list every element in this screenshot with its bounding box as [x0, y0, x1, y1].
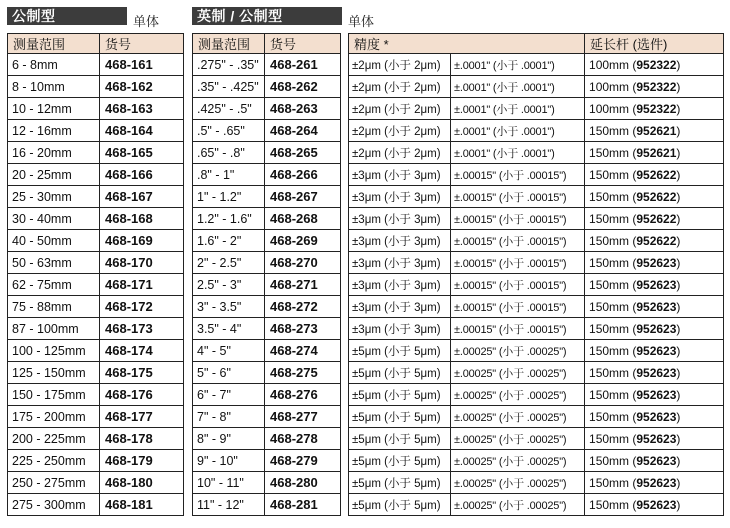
table-row	[8, 384, 184, 406]
rod-close-paren: )	[676, 343, 681, 358]
accuracy-inch-cell: ±.00015" (小于 .00015")	[451, 252, 585, 274]
rod-length: 150mm (	[589, 453, 637, 468]
table-row	[349, 494, 724, 516]
rod-length: 100mm (	[589, 101, 637, 116]
table-row	[193, 98, 341, 120]
rod-part-number: 952322	[636, 79, 677, 94]
extension-rod-cell	[585, 142, 724, 164]
rod-length: 150mm (	[589, 145, 637, 160]
table-row	[349, 406, 724, 428]
table-row	[8, 54, 184, 76]
table-row	[349, 252, 724, 274]
range-cell: 3.5" - 4"	[193, 318, 265, 340]
range-cell: 50 - 63mm	[8, 252, 100, 274]
inch-unit-label: 单体	[348, 13, 375, 29]
extension-rod-cell	[585, 208, 724, 230]
rod-length: 150mm (	[589, 255, 637, 270]
extension-rod-cell	[585, 472, 724, 494]
part-number-cell: 468-272	[265, 296, 341, 318]
accuracy-metric-cell: ±3μm (小于 3μm)	[349, 252, 451, 274]
rod-part-number: 952621	[636, 145, 677, 160]
part-number-cell: 468-177	[100, 406, 184, 428]
table-row	[349, 274, 724, 296]
rod-length: 150mm (	[589, 387, 637, 402]
part-number-cell: 468-270	[265, 252, 341, 274]
range-cell: .275" - .35"	[193, 54, 265, 76]
table-row	[193, 494, 341, 516]
range-cell: 125 - 150mm	[8, 362, 100, 384]
rod-length: 150mm (	[589, 123, 637, 138]
rod-close-paren: )	[676, 57, 681, 72]
range-cell: 250 - 275mm	[8, 472, 100, 494]
table-row	[349, 54, 724, 76]
accuracy-metric-cell: ±5μm (小于 5μm)	[349, 472, 451, 494]
part-number-cell: 468-178	[100, 428, 184, 450]
rod-length: 150mm (	[589, 475, 637, 490]
range-cell: .65" - .8"	[193, 142, 265, 164]
extension-rod-cell	[585, 318, 724, 340]
rod-part-number: 952623	[636, 321, 677, 336]
accuracy-inch-cell: ±.0001" (小于 .0001")	[451, 120, 585, 142]
extension-rod-cell	[585, 362, 724, 384]
table-row	[193, 164, 341, 186]
part-number-cell: 468-265	[265, 142, 341, 164]
part-number-cell: 468-166	[100, 164, 184, 186]
accuracy-inch-cell: ±.00015" (小于 .00015")	[451, 318, 585, 340]
part-number-cell: 468-278	[265, 428, 341, 450]
metric-title: 公制型	[7, 7, 127, 25]
range-cell: 62 - 75mm	[8, 274, 100, 296]
table-row	[8, 318, 184, 340]
metric-unit-label: 单体	[133, 13, 160, 29]
rod-part-number: 952322	[636, 101, 677, 116]
table-row	[349, 362, 724, 384]
accuracy-metric-cell: ±5μm (小于 5μm)	[349, 406, 451, 428]
rod-part-number: 952623	[636, 343, 677, 358]
part-number-cell: 468-163	[100, 98, 184, 120]
rod-part-number: 952623	[636, 497, 677, 512]
range-cell: 9" - 10"	[193, 450, 265, 472]
range-cell: 7" - 8"	[193, 406, 265, 428]
range-cell: 10" - 11"	[193, 472, 265, 494]
part-number-cell: 468-269	[265, 230, 341, 252]
accuracy-inch-cell: ±.00025" (小于 .00025")	[451, 384, 585, 406]
range-cell: 100 - 125mm	[8, 340, 100, 362]
extension-rod-cell	[585, 120, 724, 142]
range-cell: 16 - 20mm	[8, 142, 100, 164]
part-number-cell: 468-173	[100, 318, 184, 340]
table-row	[349, 340, 724, 362]
part-number-cell: 468-263	[265, 98, 341, 120]
inch-title: 英制 / 公制型	[192, 7, 342, 25]
rod-part-number: 952622	[636, 211, 677, 226]
accuracy-inch-cell: ±.00015" (小于 .00015")	[451, 296, 585, 318]
accuracy-metric-cell: ±5μm (小于 5μm)	[349, 494, 451, 516]
range-cell: 40 - 50mm	[8, 230, 100, 252]
part-number-cell: 468-274	[265, 340, 341, 362]
extension-rod-cell	[585, 252, 724, 274]
part-number-cell: 468-276	[265, 384, 341, 406]
accuracy-metric-cell: ±5μm (小于 5μm)	[349, 384, 451, 406]
part-number-cell: 468-165	[100, 142, 184, 164]
part-number-cell: 468-179	[100, 450, 184, 472]
rod-part-number: 952622	[636, 189, 677, 204]
rod-close-paren: )	[676, 299, 681, 314]
part-number-cell: 468-176	[100, 384, 184, 406]
rod-length: 150mm (	[589, 189, 637, 204]
part-number-cell: 468-279	[265, 450, 341, 472]
table-row	[8, 362, 184, 384]
range-cell: 11" - 12"	[193, 494, 265, 516]
part-number-cell: 468-162	[100, 76, 184, 98]
extension-rod-cell	[585, 428, 724, 450]
extension-rod-cell	[585, 384, 724, 406]
accuracy-metric-cell: ±3μm (小于 3μm)	[349, 296, 451, 318]
part-number-cell: 468-266	[265, 164, 341, 186]
code-header: 货号	[265, 34, 341, 54]
extension-rod-cell	[585, 54, 724, 76]
range-cell: 20 - 25mm	[8, 164, 100, 186]
table-row	[193, 450, 341, 472]
rod-length: 150mm (	[589, 167, 637, 182]
rod-part-number: 952623	[636, 255, 677, 270]
extension-rod-cell	[585, 494, 724, 516]
part-number-cell: 468-275	[265, 362, 341, 384]
range-cell: 1.2" - 1.6"	[193, 208, 265, 230]
table-row	[349, 208, 724, 230]
table-row	[349, 230, 724, 252]
range-cell: 225 - 250mm	[8, 450, 100, 472]
table-row	[8, 340, 184, 362]
accuracy-inch-cell: ±.00025" (小于 .00025")	[451, 494, 585, 516]
extension-rod-cell	[585, 230, 724, 252]
table-row	[8, 252, 184, 274]
accuracy-metric-cell: ±2μm (小于 2μm)	[349, 120, 451, 142]
rod-close-paren: )	[676, 453, 681, 468]
table-row	[349, 450, 724, 472]
rod-part-number: 952623	[636, 277, 677, 292]
part-number-cell: 468-261	[265, 54, 341, 76]
part-number-cell: 468-267	[265, 186, 341, 208]
range-cell: 275 - 300mm	[8, 494, 100, 516]
rod-part-number: 952622	[636, 233, 677, 248]
accuracy-inch-cell: ±.00025" (小于 .00025")	[451, 472, 585, 494]
accuracy-inch-cell: ±.00015" (小于 .00015")	[451, 208, 585, 230]
rod-length: 150mm (	[589, 365, 637, 380]
rod-part-number: 952623	[636, 409, 677, 424]
table-row	[193, 406, 341, 428]
rod-close-paren: )	[676, 123, 681, 138]
part-number-cell: 468-170	[100, 252, 184, 274]
range-cell: 75 - 88mm	[8, 296, 100, 318]
accuracy-inch-cell: ±.00015" (小于 .00015")	[451, 230, 585, 252]
range-cell: 150 - 175mm	[8, 384, 100, 406]
extension-rod-header: 延长杆 (选件)	[585, 34, 724, 54]
accuracy-inch-cell: ±.00025" (小于 .00025")	[451, 362, 585, 384]
inch-table	[192, 33, 341, 516]
table-row	[193, 252, 341, 274]
table-row	[8, 406, 184, 428]
rod-close-paren: )	[676, 101, 681, 116]
range-cell: 8" - 9"	[193, 428, 265, 450]
accuracy-metric-cell: ±2μm (小于 2μm)	[349, 98, 451, 120]
accuracy-inch-cell: ±.00025" (小于 .00025")	[451, 340, 585, 362]
accuracy-metric-cell: ±3μm (小于 3μm)	[349, 274, 451, 296]
table-row	[193, 230, 341, 252]
table-row	[193, 340, 341, 362]
table-row	[8, 208, 184, 230]
table-row	[349, 142, 724, 164]
table-row	[8, 98, 184, 120]
rod-part-number: 952622	[636, 167, 677, 182]
rod-part-number: 952623	[636, 453, 677, 468]
range-cell: 1" - 1.2"	[193, 186, 265, 208]
part-number-cell: 468-164	[100, 120, 184, 142]
table-row	[193, 54, 341, 76]
table-row	[8, 296, 184, 318]
rod-part-number: 952623	[636, 387, 677, 402]
rod-length: 150mm (	[589, 343, 637, 358]
table-row	[193, 208, 341, 230]
table-row	[349, 428, 724, 450]
rod-close-paren: )	[676, 497, 681, 512]
range-cell: 3" - 3.5"	[193, 296, 265, 318]
part-number-cell: 468-175	[100, 362, 184, 384]
rod-length: 150mm (	[589, 211, 637, 226]
rod-part-number: 952322	[636, 57, 677, 72]
table-row	[349, 98, 724, 120]
table-row	[193, 186, 341, 208]
code-header: 货号	[100, 34, 184, 54]
table-row	[193, 428, 341, 450]
rod-part-number: 952623	[636, 299, 677, 314]
metric-title-bar	[7, 6, 160, 29]
accuracy-metric-cell: ±2μm (小于 2μm)	[349, 54, 451, 76]
table-row	[8, 450, 184, 472]
metric-header-row	[8, 34, 184, 54]
accuracy-metric-cell: ±5μm (小于 5μm)	[349, 362, 451, 384]
range-cell: 6 - 8mm	[8, 54, 100, 76]
range-cell: 87 - 100mm	[8, 318, 100, 340]
table-row	[193, 274, 341, 296]
table-row	[8, 428, 184, 450]
range-cell: 12 - 16mm	[8, 120, 100, 142]
rod-length: 150mm (	[589, 497, 637, 512]
accuracy-inch-cell: ±.0001" (小于 .0001")	[451, 142, 585, 164]
part-number-cell: 468-280	[265, 472, 341, 494]
accuracy-metric-cell: ±5μm (小于 5μm)	[349, 450, 451, 472]
rod-part-number: 952623	[636, 365, 677, 380]
extension-rod-cell	[585, 406, 724, 428]
table-row	[349, 120, 724, 142]
rod-close-paren: )	[676, 211, 681, 226]
range-cell: .35" - .425"	[193, 76, 265, 98]
accuracy-inch-cell: ±.00025" (小于 .00025")	[451, 428, 585, 450]
range-cell: 8 - 10mm	[8, 76, 100, 98]
accuracy-metric-cell: ±3μm (小于 3μm)	[349, 164, 451, 186]
rod-close-paren: )	[676, 167, 681, 182]
range-cell: .8" - 1"	[193, 164, 265, 186]
rod-close-paren: )	[676, 409, 681, 424]
accuracy-inch-cell: ±.00025" (小于 .00025")	[451, 406, 585, 428]
table-row	[193, 76, 341, 98]
rod-length: 150mm (	[589, 321, 637, 336]
extension-rod-cell	[585, 450, 724, 472]
rod-close-paren: )	[676, 321, 681, 336]
part-number-cell: 468-171	[100, 274, 184, 296]
accuracy-inch-cell: ±.00015" (小于 .00015")	[451, 274, 585, 296]
range-cell: 175 - 200mm	[8, 406, 100, 428]
part-number-cell: 468-169	[100, 230, 184, 252]
part-number-cell: 468-262	[265, 76, 341, 98]
table-row	[8, 120, 184, 142]
rod-length: 100mm (	[589, 79, 637, 94]
range-cell: 30 - 40mm	[8, 208, 100, 230]
rod-length: 150mm (	[589, 299, 637, 314]
rod-close-paren: )	[676, 255, 681, 270]
table-row	[193, 296, 341, 318]
range-header: 测量范围	[8, 34, 100, 54]
table-row	[193, 142, 341, 164]
accuracy-metric-cell: ±3μm (小于 3μm)	[349, 318, 451, 340]
table-row	[349, 384, 724, 406]
accuracy-metric-cell: ±3μm (小于 3μm)	[349, 230, 451, 252]
rod-close-paren: )	[676, 189, 681, 204]
table-row	[193, 120, 341, 142]
range-cell: 5" - 6"	[193, 362, 265, 384]
part-number-cell: 468-172	[100, 296, 184, 318]
table-row	[349, 76, 724, 98]
part-number-cell: 468-281	[265, 494, 341, 516]
extension-rod-cell	[585, 340, 724, 362]
table-row	[8, 230, 184, 252]
rod-close-paren: )	[676, 233, 681, 248]
accuracy-metric-cell: ±3μm (小于 3μm)	[349, 186, 451, 208]
table-row	[193, 472, 341, 494]
part-number-cell: 468-273	[265, 318, 341, 340]
rod-length: 100mm (	[589, 57, 637, 72]
rod-part-number: 952623	[636, 475, 677, 490]
extension-rod-cell	[585, 164, 724, 186]
part-number-cell: 468-161	[100, 54, 184, 76]
table-row	[193, 384, 341, 406]
accuracy-inch-cell: ±.00015" (小于 .00015")	[451, 164, 585, 186]
accuracy-metric-cell: ±5μm (小于 5μm)	[349, 340, 451, 362]
accuracy-header: 精度 *	[349, 34, 585, 54]
inch-title-bar	[192, 6, 375, 29]
rod-close-paren: )	[676, 277, 681, 292]
part-number-cell: 468-271	[265, 274, 341, 296]
accuracy-inch-cell: ±.0001" (小于 .0001")	[451, 98, 585, 120]
table-row	[193, 362, 341, 384]
accuracy-inch-cell: ±.00025" (小于 .00025")	[451, 450, 585, 472]
range-cell: 6" - 7"	[193, 384, 265, 406]
rod-close-paren: )	[676, 431, 681, 446]
extension-rod-cell	[585, 186, 724, 208]
part-number-cell: 468-167	[100, 186, 184, 208]
range-cell: 2.5" - 3"	[193, 274, 265, 296]
table-row	[8, 274, 184, 296]
part-number-cell: 468-277	[265, 406, 341, 428]
range-cell: 2" - 2.5"	[193, 252, 265, 274]
specs-table	[348, 33, 724, 516]
range-cell: 1.6" - 2"	[193, 230, 265, 252]
table-row	[8, 76, 184, 98]
metric-table	[7, 33, 184, 516]
extension-rod-cell	[585, 76, 724, 98]
table-row	[349, 296, 724, 318]
part-number-cell: 468-264	[265, 120, 341, 142]
rod-close-paren: )	[676, 365, 681, 380]
extension-rod-cell	[585, 274, 724, 296]
range-cell: .425" - .5"	[193, 98, 265, 120]
part-number-cell: 468-174	[100, 340, 184, 362]
table-row	[349, 318, 724, 340]
extension-rod-cell	[585, 296, 724, 318]
table-row	[8, 472, 184, 494]
part-number-cell: 468-268	[265, 208, 341, 230]
table-row	[8, 494, 184, 516]
table-row	[349, 472, 724, 494]
table-row	[8, 164, 184, 186]
accuracy-metric-cell: ±2μm (小于 2μm)	[349, 142, 451, 164]
table-row	[349, 186, 724, 208]
range-cell: 200 - 225mm	[8, 428, 100, 450]
range-cell: 10 - 12mm	[8, 98, 100, 120]
rod-close-paren: )	[676, 387, 681, 402]
accuracy-metric-cell: ±3μm (小于 3μm)	[349, 208, 451, 230]
accuracy-inch-cell: ±.0001" (小于 .0001")	[451, 76, 585, 98]
part-number-cell: 468-168	[100, 208, 184, 230]
specs-header-row	[349, 34, 724, 54]
rod-length: 150mm (	[589, 233, 637, 248]
accuracy-inch-cell: ±.00015" (小于 .00015")	[451, 186, 585, 208]
rod-length: 150mm (	[589, 431, 637, 446]
table-row	[349, 164, 724, 186]
extension-rod-cell	[585, 98, 724, 120]
part-number-cell: 468-180	[100, 472, 184, 494]
range-cell: 25 - 30mm	[8, 186, 100, 208]
table-row	[8, 186, 184, 208]
rod-length: 150mm (	[589, 277, 637, 292]
rod-part-number: 952621	[636, 123, 677, 138]
range-header: 测量范围	[193, 34, 265, 54]
table-row	[8, 142, 184, 164]
accuracy-metric-cell: ±5μm (小于 5μm)	[349, 428, 451, 450]
accuracy-inch-cell: ±.0001" (小于 .0001")	[451, 54, 585, 76]
rod-close-paren: )	[676, 475, 681, 490]
rod-close-paren: )	[676, 79, 681, 94]
inch-header-row	[193, 34, 341, 54]
range-cell: .5" - .65"	[193, 120, 265, 142]
part-number-cell: 468-181	[100, 494, 184, 516]
range-cell: 4" - 5"	[193, 340, 265, 362]
table-row	[193, 318, 341, 340]
rod-close-paren: )	[676, 145, 681, 160]
accuracy-metric-cell: ±2μm (小于 2μm)	[349, 76, 451, 98]
rod-length: 150mm (	[589, 409, 637, 424]
rod-part-number: 952623	[636, 431, 677, 446]
